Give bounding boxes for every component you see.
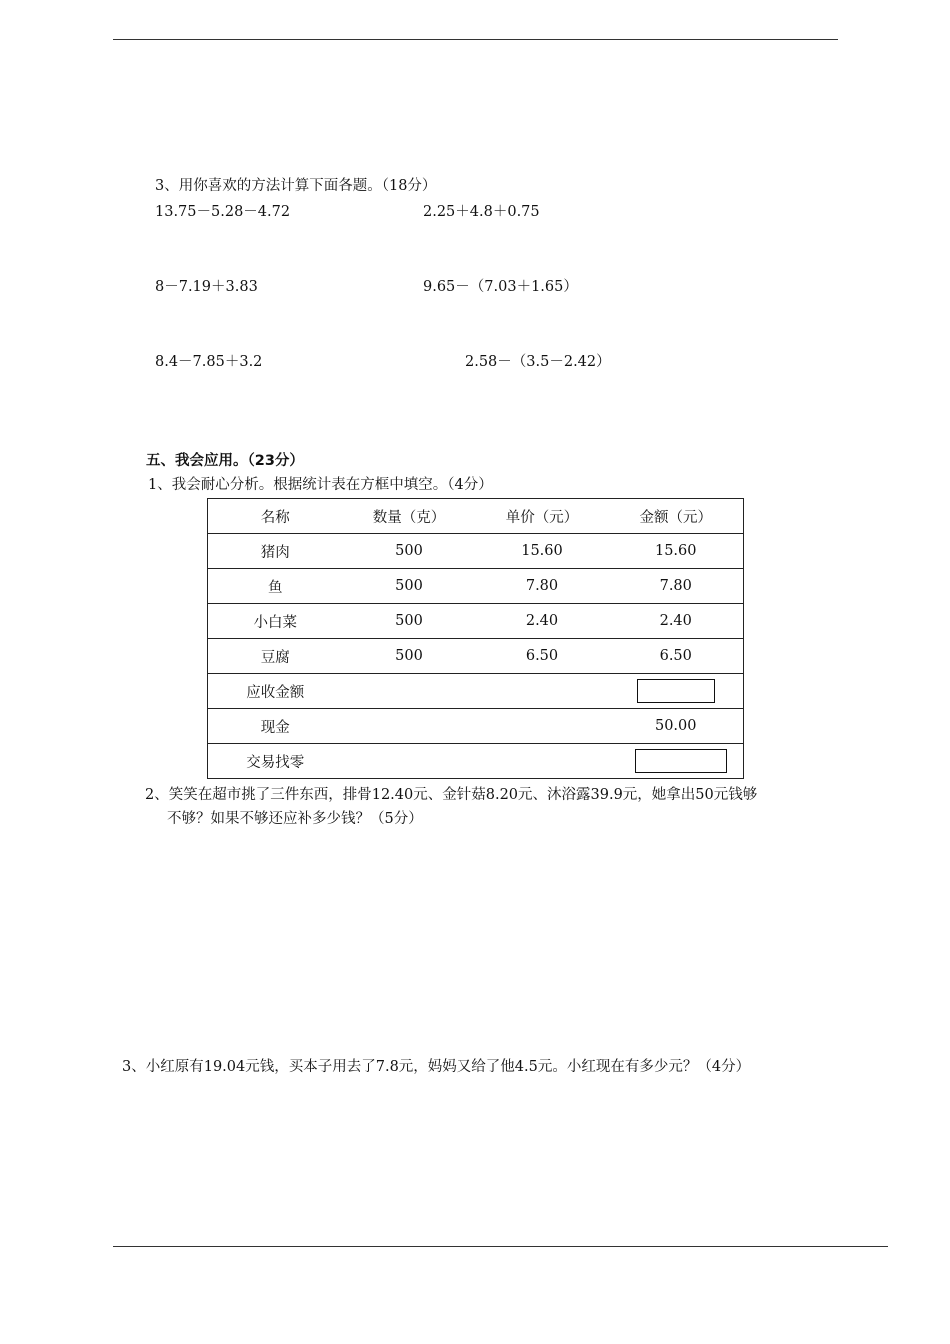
cell-amount: 15.60 <box>609 534 744 569</box>
cash-spacer <box>343 709 609 744</box>
cell-amount: 6.50 <box>609 639 744 674</box>
section5-heading: 五、我会应用。（23分） <box>146 453 304 469</box>
problem-2: 2.25＋4.8＋0.75 <box>423 204 540 220</box>
cell-name: 猪肉 <box>208 534 343 569</box>
problem-4: 9.65－（7.03＋1.65） <box>423 279 578 295</box>
cell-quantity: 500 <box>343 569 476 604</box>
receivable-answer-cell <box>609 674 744 709</box>
price-table <box>207 498 744 779</box>
table-header-row <box>208 499 744 534</box>
header-amount: 金额（元） <box>609 499 744 534</box>
cash-row <box>208 709 744 744</box>
problem-6: 2.58－（3.5－2.42） <box>465 354 611 370</box>
table-row <box>208 534 744 569</box>
header-name: 名称 <box>208 499 343 534</box>
q3-text: 3、小红原有19.04元钱，买本子用去了7.8元，妈妈又给了他4.5元。小红现在有多少元？（4分） <box>122 1059 751 1075</box>
q2-line2: 不够？如果不够还应补多少钱？（5分） <box>167 811 423 827</box>
cell-unit-price: 6.50 <box>476 639 609 674</box>
problem-1: 13.75－5.28－4.72 <box>155 204 291 220</box>
problem-5: 8.4－7.85＋3.2 <box>155 354 263 370</box>
bottom-rule <box>113 1246 888 1247</box>
receivable-label: 应收金额 <box>208 674 343 709</box>
section3-title: 3、用你喜欢的方法计算下面各题。（18分） <box>155 178 437 194</box>
change-answer-cell <box>609 744 744 779</box>
cell-quantity: 500 <box>343 639 476 674</box>
receivable-spacer <box>343 674 609 709</box>
q1-text: 1、我会耐心分析。根据统计表在方框中填空。（4分） <box>148 477 493 493</box>
table-row <box>208 604 744 639</box>
change-row <box>208 744 744 779</box>
cell-unit-price: 2.40 <box>476 604 609 639</box>
cash-label: 现金 <box>208 709 343 744</box>
cell-amount: 2.40 <box>609 604 744 639</box>
cell-name: 小白菜 <box>208 604 343 639</box>
cell-unit-price: 15.60 <box>476 534 609 569</box>
cash-value: 50.00 <box>609 709 744 744</box>
table-row <box>208 639 744 674</box>
receivable-row <box>208 674 744 709</box>
cell-quantity: 500 <box>343 534 476 569</box>
receivable-answer-box[interactable] <box>637 679 715 703</box>
q2-line1: 2、笑笑在超市挑了三件东西，排骨12.40元、金针菇8.20元、沐浴露39.9元，她拿出50元钱够 <box>145 787 758 803</box>
change-label: 交易找零 <box>208 744 343 779</box>
top-rule <box>113 39 838 40</box>
problem-3: 8－7.19＋3.83 <box>155 279 258 295</box>
table-row <box>208 569 744 604</box>
header-unit-price: 单价（元） <box>476 499 609 534</box>
cell-amount: 7.80 <box>609 569 744 604</box>
cell-name: 鱼 <box>208 569 343 604</box>
header-quantity: 数量（克） <box>343 499 476 534</box>
cell-unit-price: 7.80 <box>476 569 609 604</box>
change-answer-box[interactable] <box>635 749 727 773</box>
cell-quantity: 500 <box>343 604 476 639</box>
cell-name: 豆腐 <box>208 639 343 674</box>
change-spacer <box>343 744 609 779</box>
